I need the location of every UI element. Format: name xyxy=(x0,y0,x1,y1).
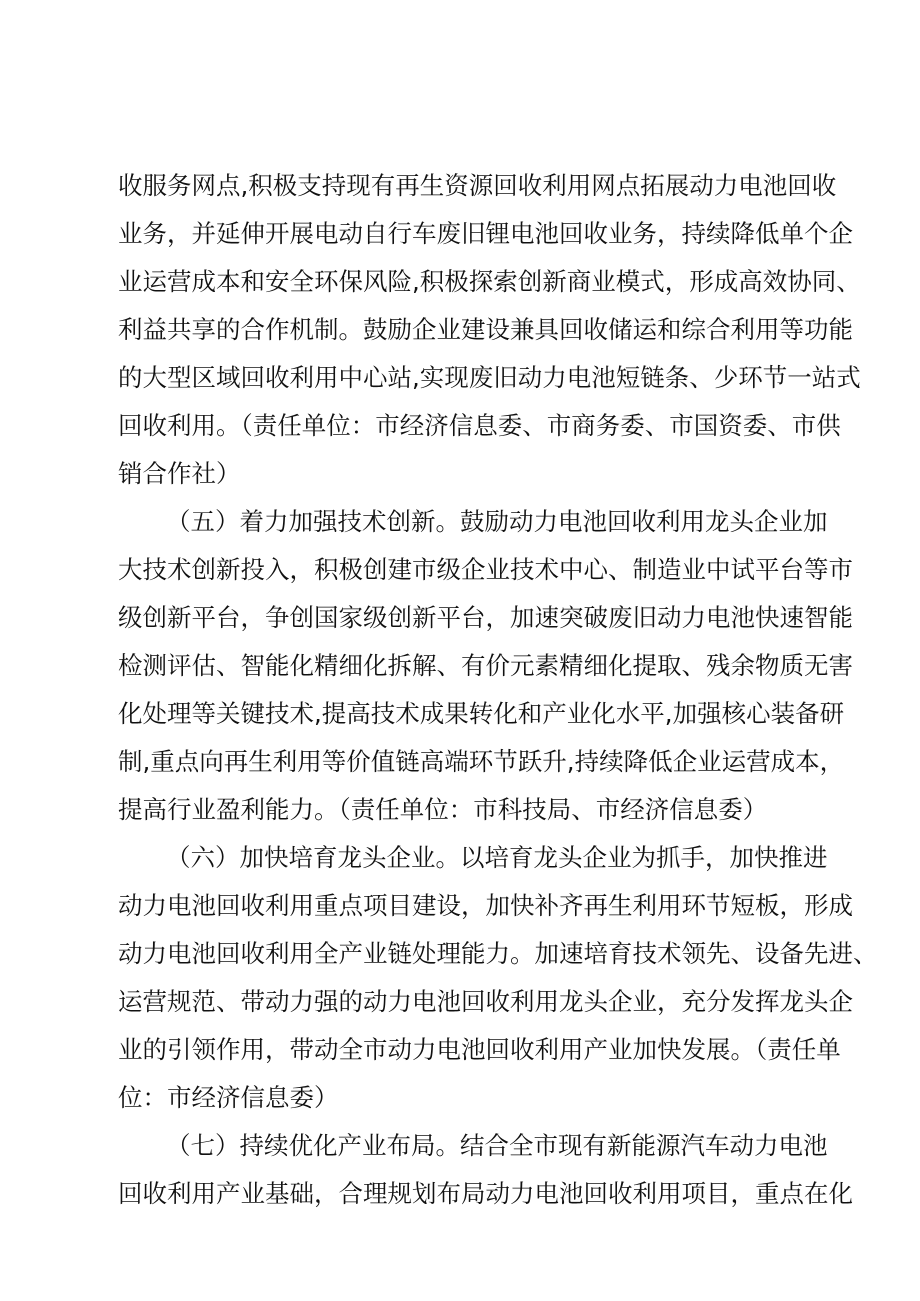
text-line: 提高行业盈利能力。（责任单位：市科技局、市经济信息委） xyxy=(118,795,768,824)
text-line: 级创新平台，争创国家级创新平台，加速突破废旧动力电池快速智能 xyxy=(118,603,853,632)
text-line: 利益共享的合作机制。鼓励企业建设兼具回收储运和综合利用等功能 xyxy=(118,315,853,344)
text-line: 运营规范、带动力强的动力电池回收利用龙头企业，充分发挥龙头企 xyxy=(118,987,853,1016)
text-line: 检测评估、智能化精细化拆解、有价元素精细化提取、残余物质无害 xyxy=(118,651,853,680)
text-line: 收服务网点,积极支持现有再生资源回收利用网点拓展动力电池回收 xyxy=(118,171,837,200)
text-line: 化处理等关键技术,提高技术成果转化和产业化水平,加强核心装备研 xyxy=(118,699,845,728)
text-line: 的大型区域回收利用中心站,实现废旧动力电池短链条、少环节一站式 xyxy=(118,363,861,392)
text-line: 回收利用。（责任单位：市经济信息委、市商务委、市国资委、市供 xyxy=(118,411,841,440)
section-heading-6: （六）加快培育龙头企业。以培育龙头企业为抓手，加快推进 xyxy=(166,843,828,872)
text-line: 销合作社） xyxy=(118,459,241,488)
text-line: 大技术创新投入，积极创建市级企业技术中心、制造业中试平台等市 xyxy=(118,555,853,584)
text-line: 业的引领作用，带动全市动力电池回收利用产业加快发展。（责任单 xyxy=(118,1035,841,1064)
section-heading-7: （七）持续优化产业布局。结合全市现有新能源汽车动力电池 xyxy=(166,1131,828,1160)
section-heading-5: （五）着力加强技术创新。鼓励动力电池回收利用龙头企业加 xyxy=(166,507,828,536)
text-line: 业运营成本和安全环保风险,积极探索创新商业模式，形成高效协同、 xyxy=(118,267,861,296)
text-line: 回收利用产业基础，合理规划布局动力电池回收利用项目，重点在化 xyxy=(118,1179,853,1208)
text-line: 制,重点向再生利用等价值链高端环节跃升,持续降低企业运营成本， xyxy=(118,747,845,776)
text-line: 位：市经济信息委） xyxy=(118,1083,339,1112)
text-line: 动力电池回收利用全产业链处理能力。加速培育技术领先、设备先进、 xyxy=(118,939,878,968)
text-line: 业务，并延伸开展电动自行车废旧锂电池回收业务，持续降低单个企 xyxy=(118,219,853,248)
text-line: 动力电池回收利用重点项目建设，加快补齐再生利用环节短板，形成 xyxy=(118,891,853,920)
